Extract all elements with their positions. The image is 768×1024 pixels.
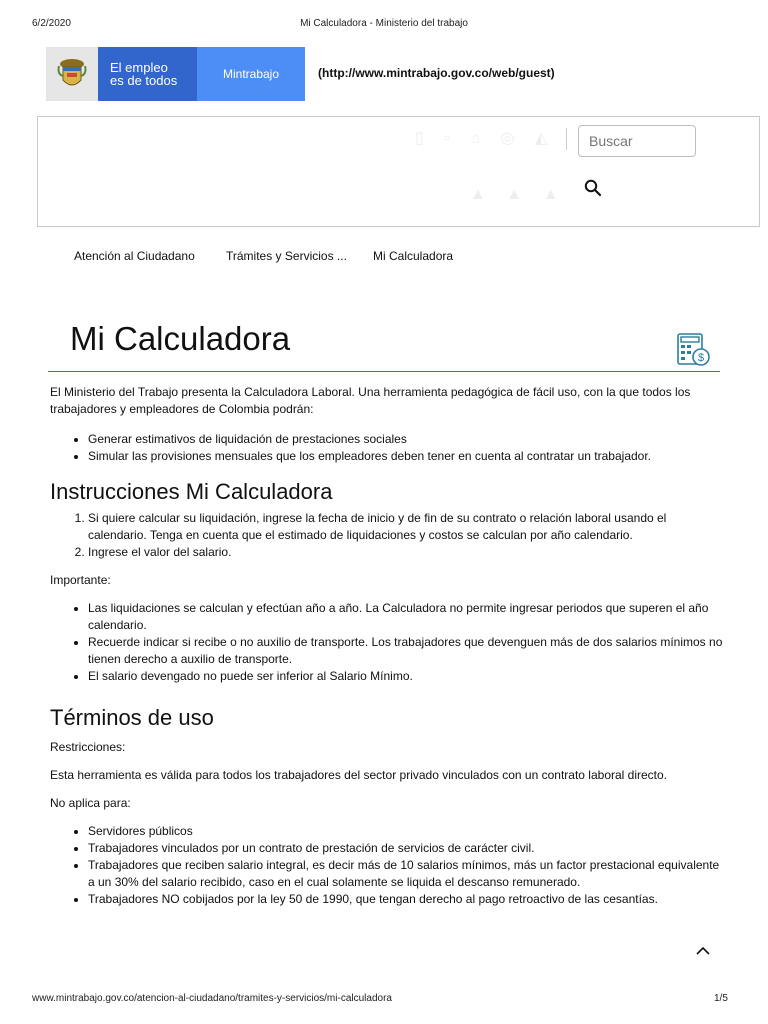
instructions-heading: Instrucciones Mi Calculadora (50, 479, 333, 504)
faint-icons-row-2: ▲ ▲ ▲ (470, 186, 567, 203)
breadcrumb-item-calculadora[interactable]: Mi Calculadora (373, 249, 454, 263)
restrictions-label: Restricciones: (50, 740, 126, 754)
list-item: • Servidores públicos (88, 823, 730, 840)
list-item: 1. Si quiere calcular su liquidación, ingrese la fecha de inicio y de fin de su contrato o relación laboral usando el calendario. Tenga en cuenta que el estimado de liquidaciones y costos se calculan por año calendario. (88, 510, 730, 544)
restrictions-text: Esta herramienta es válida para todos los trabajadores del sector privado vinculados con un contrato laboral directo. (50, 768, 668, 782)
list-item: • Recuerde indicar si recibe o no auxilio de transporte. Los trabajadores que devenguen más de dos salarios mínimos no tienen derecho a auxilio de transporte. (88, 634, 730, 668)
coat-of-arms-icon (46, 47, 98, 101)
logo-brand: Mintrabajo (197, 47, 305, 101)
list-item: • Generar estimativos de liquidación de prestaciones sociales (88, 431, 730, 448)
svg-text:$: $ (697, 352, 705, 364)
search-icon (584, 179, 602, 197)
list-item: • Simular las provisiones mensuales que los empleadores deben tener en cuenta al contratar un trabajador. (88, 448, 730, 465)
list-item: • Las liquidaciones se calculan y efectúan año a año. La Calculadora no permite ingresar periodos que superen el año calendario. (88, 600, 730, 634)
print-footer-url: www.mintrabajo.gov.co/atencion-al-ciudadano/tramites-y-servicios/mi-calculadora (32, 993, 392, 1004)
breadcrumb-item-tramites[interactable]: Trámites y Servicios ... (226, 249, 347, 263)
important-list (50, 600, 730, 685)
scroll-top-button[interactable] (694, 944, 712, 958)
not-apply-list (50, 823, 730, 908)
list-item: 2. Ingrese el valor del salario. (88, 544, 730, 561)
list-item: • Trabajadores NO cobijados por la ley 50 de 1990, que tengan derecho al pago retroactivo de las cesantías. (88, 891, 730, 908)
divider (566, 128, 567, 150)
important-label: Importante: (50, 573, 111, 587)
chevron-up-icon (695, 946, 711, 956)
list-item: • Trabajadores que reciben salario integral, es decir más de 10 salarios mínimos, más un factor prestacional equivalente a un 30% del salario recibido, caso en el cual solamente se liquida el descanso remunerado. (88, 857, 730, 891)
logo-slogan-line1: El empleo (110, 60, 168, 75)
print-date: 6/2/2020 (32, 18, 71, 29)
print-title: Mi Calculadora - Ministerio del trabajo (300, 18, 468, 29)
print-page-number: 1/5 (714, 993, 728, 1004)
list-item: • El salario devengado no puede ser inferior al Salario Mínimo. (88, 668, 730, 685)
breadcrumb-item-atencion[interactable]: Atención al Ciudadano (74, 249, 195, 263)
calculator-money-icon (675, 332, 711, 368)
intro-text: El Ministerio del Trabajo presenta la Calculadora Laboral. Una herramienta pedagógica de fácil uso, con la que todos los trabajadores y empleadores de Colombia podrán: (50, 385, 691, 416)
logo-slogan (98, 47, 197, 101)
site-logo[interactable] (46, 47, 305, 101)
faint-icons-row-1: ▯ ▫ ⌂ ◎ ◭ (415, 130, 556, 147)
title-divider (48, 371, 720, 372)
search-input[interactable] (578, 125, 696, 157)
logo-slogan-line2: es de todos (110, 73, 178, 88)
header-url-link[interactable]: (http://www.mintrabajo.gov.co/web/guest) (318, 66, 555, 80)
page-title: Mi Calculadora (70, 320, 291, 357)
intro-list (50, 431, 730, 465)
main-content (50, 384, 730, 908)
not-apply-label: No aplica para: (50, 796, 131, 810)
terms-heading: Términos de uso (50, 705, 214, 730)
instructions-list (50, 510, 730, 561)
search-button[interactable] (582, 178, 604, 200)
list-item: • Trabajadores vinculados por un contrato de prestación de servicios de carácter civil. (88, 840, 730, 857)
